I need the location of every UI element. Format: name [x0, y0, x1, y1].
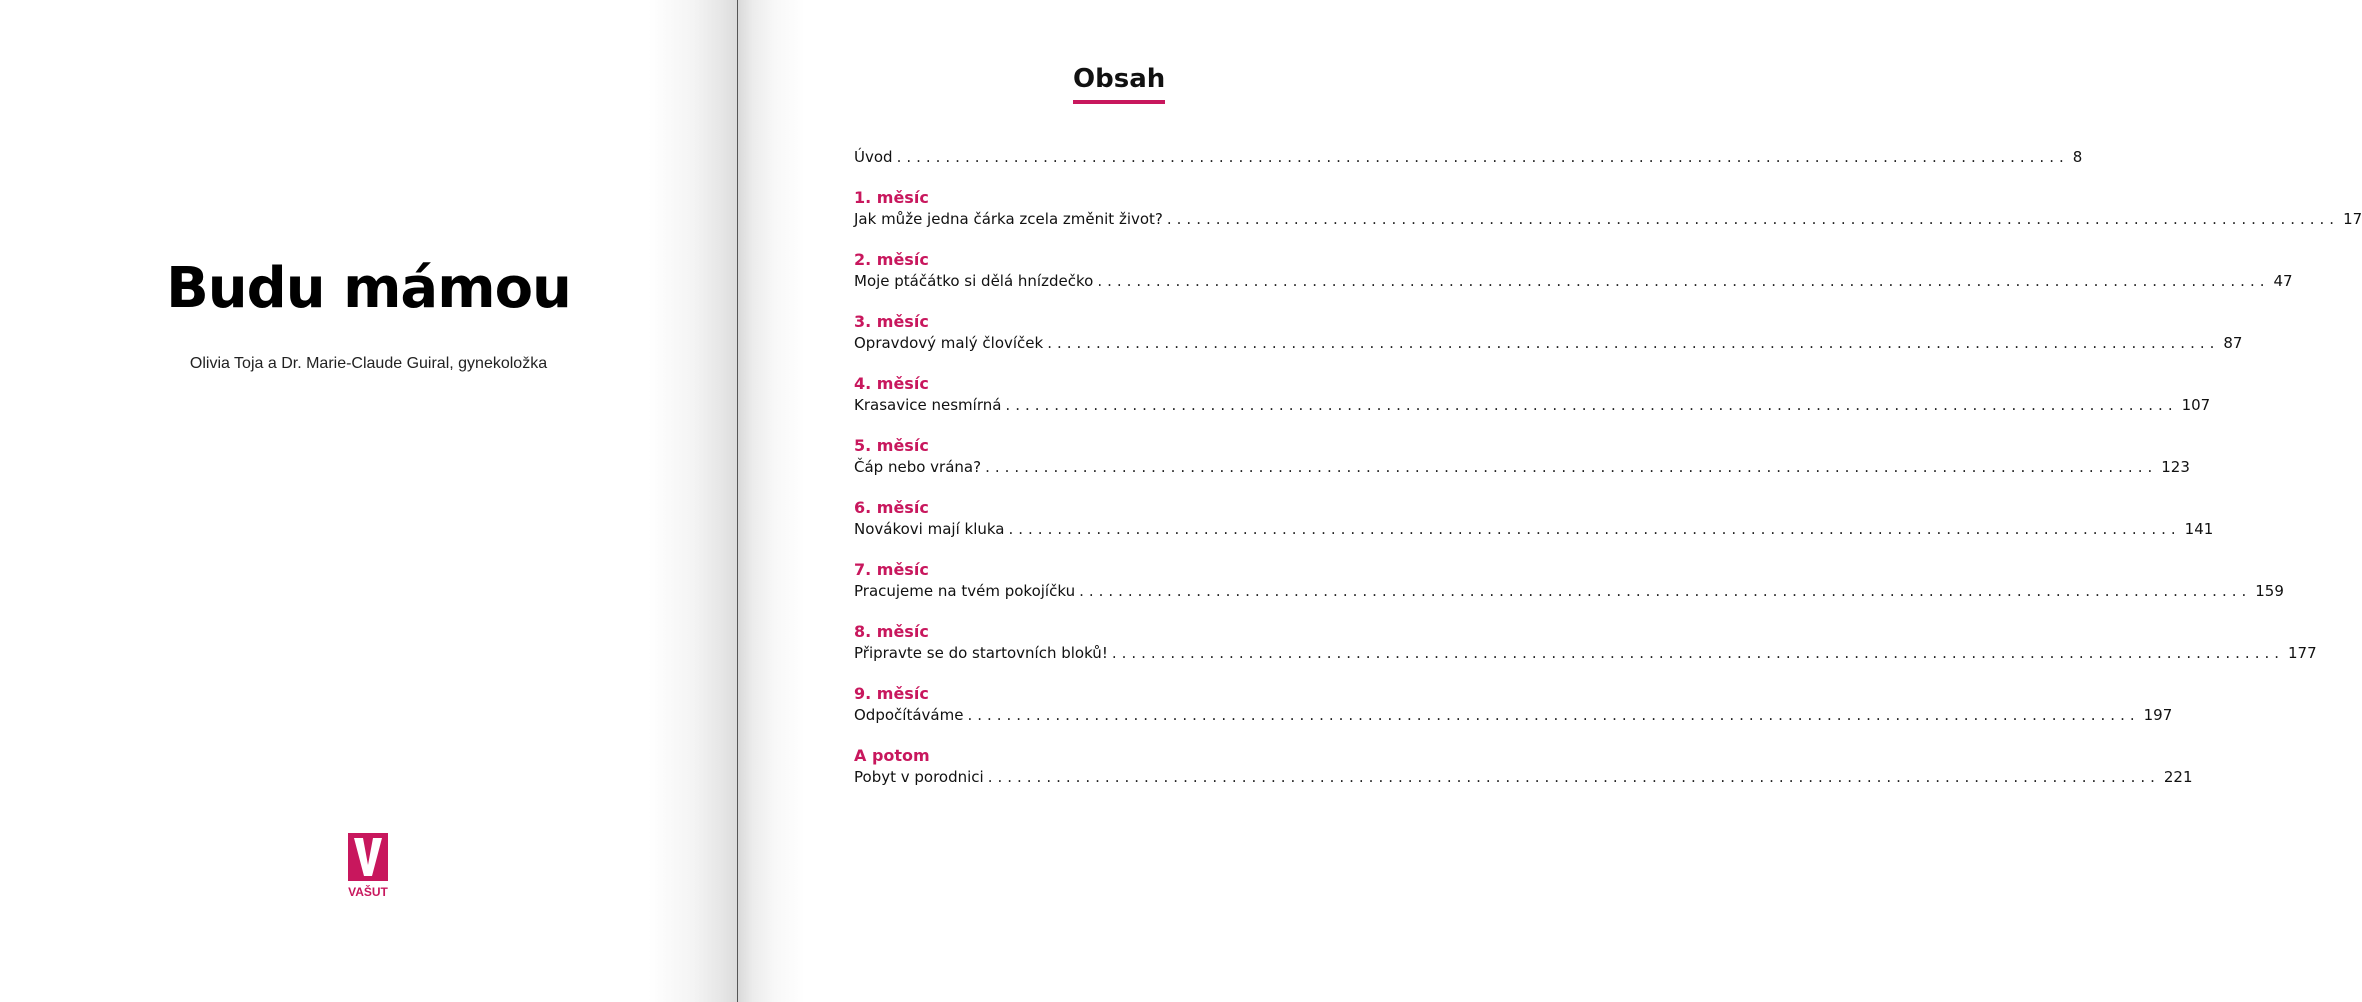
toc-line	[854, 147, 2083, 167]
book-title: Budu mámou	[166, 256, 571, 321]
publisher-logo	[348, 833, 388, 899]
toc-month-label: 5. měsíc	[854, 436, 929, 455]
dot-leader: ........................................................................................................................	[896, 148, 2069, 166]
dot-leader: ........................................................................................................................	[1097, 272, 2270, 290]
toc-entry	[854, 436, 2190, 477]
toc-entry	[854, 684, 2173, 725]
toc-month-label: 1. měsíc	[854, 188, 929, 207]
toc-month-label: 8. měsíc	[854, 622, 929, 641]
title-page	[0, 0, 737, 1002]
toc-month-label: A potom	[854, 746, 930, 765]
dot-leader: ........................................................................................................................	[1047, 334, 2220, 352]
toc-line	[854, 395, 2211, 415]
toc-month-label: 4. měsíc	[854, 374, 929, 393]
toc-line	[854, 767, 2193, 787]
dot-leader: ........................................................................................................................	[1166, 210, 2340, 228]
toc-month-label: 2. měsíc	[854, 250, 929, 269]
toc-page-number: 221	[2163, 768, 2193, 786]
toc-month-label: 9. měsíc	[854, 684, 929, 703]
toc-line	[854, 519, 2214, 539]
toc-entry-title: Připravte se do startovních bloků!	[854, 644, 1108, 662]
toc-line	[854, 705, 2173, 725]
toc-month-label: 3. měsíc	[854, 312, 929, 331]
toc-entry-title: Krasavice nesmírná	[854, 396, 1002, 414]
toc-page-number: 141	[2184, 520, 2214, 538]
dot-leader: ........................................................................................................................	[1008, 520, 2181, 538]
toc-entry-title: Novákovi mají kluka	[854, 520, 1005, 538]
toc-month-label: 7. měsíc	[854, 560, 929, 579]
toc-line	[854, 209, 2362, 229]
toc-month-label: 6. měsíc	[854, 498, 929, 517]
toc-entry-title: Pobyt v porodnici	[854, 768, 984, 786]
dot-leader: ........................................................................................................................	[985, 458, 2158, 476]
dot-leader: ........................................................................................................................	[1111, 644, 2284, 662]
toc-entry-title: Jak může jedna čárka zcela změnit život?	[854, 210, 1163, 228]
toc-page-number: 197	[2143, 706, 2173, 724]
toc-entry	[854, 560, 2284, 601]
toc-entry-title: Odpočítáváme	[854, 706, 964, 724]
dot-leader: ........................................................................................................................	[967, 706, 2140, 724]
toc-page-number: 123	[2161, 458, 2190, 476]
toc-entry-title: Pracujeme na tvém pokojíčku	[854, 582, 1076, 600]
table-of-contents	[854, 147, 2362, 808]
toc-entry-title: Moje ptáčátko si dělá hnízdečko	[854, 272, 1094, 290]
dot-leader: ........................................................................................................................	[1005, 396, 2178, 414]
dot-leader: ........................................................................................................................	[987, 768, 2160, 786]
toc-page-number: 177	[2288, 644, 2317, 662]
toc-entry-title: Opravdový malý človíček	[854, 334, 1044, 352]
toc-heading: Obsah	[1073, 62, 1165, 104]
toc-entry	[854, 312, 2243, 353]
toc-entry-title: Úvod	[854, 148, 893, 166]
toc-page-number: 8	[2072, 148, 2083, 166]
toc-entry-title: Čáp nebo vrána?	[854, 458, 982, 476]
toc-entry	[854, 622, 2317, 663]
publisher-name: VAŠUT	[348, 885, 388, 899]
toc-entry	[854, 250, 2293, 291]
toc-line	[854, 581, 2284, 601]
toc-entry	[854, 188, 2362, 229]
toc-line	[854, 457, 2190, 477]
toc-page-number: 159	[2255, 582, 2284, 600]
toc-page-number: 87	[2223, 334, 2243, 352]
toc-chapter-list	[854, 188, 2362, 787]
toc-entry	[854, 498, 2214, 539]
toc-line	[854, 271, 2293, 291]
toc-entry	[854, 746, 2193, 787]
toc-page-number: 107	[2181, 396, 2211, 414]
toc-entry-intro	[854, 147, 2083, 167]
v-logo-icon	[348, 833, 388, 899]
toc-page-number: 17	[2343, 210, 2362, 228]
toc-line	[854, 643, 2317, 663]
toc-line	[854, 333, 2243, 353]
toc-entry	[854, 374, 2211, 415]
toc-page-number: 47	[2273, 272, 2293, 290]
dot-leader: ........................................................................................................................	[1079, 582, 2252, 600]
book-authors: Olivia Toja a Dr. Marie-Claude Guiral, gynekoložka	[189, 355, 548, 372]
